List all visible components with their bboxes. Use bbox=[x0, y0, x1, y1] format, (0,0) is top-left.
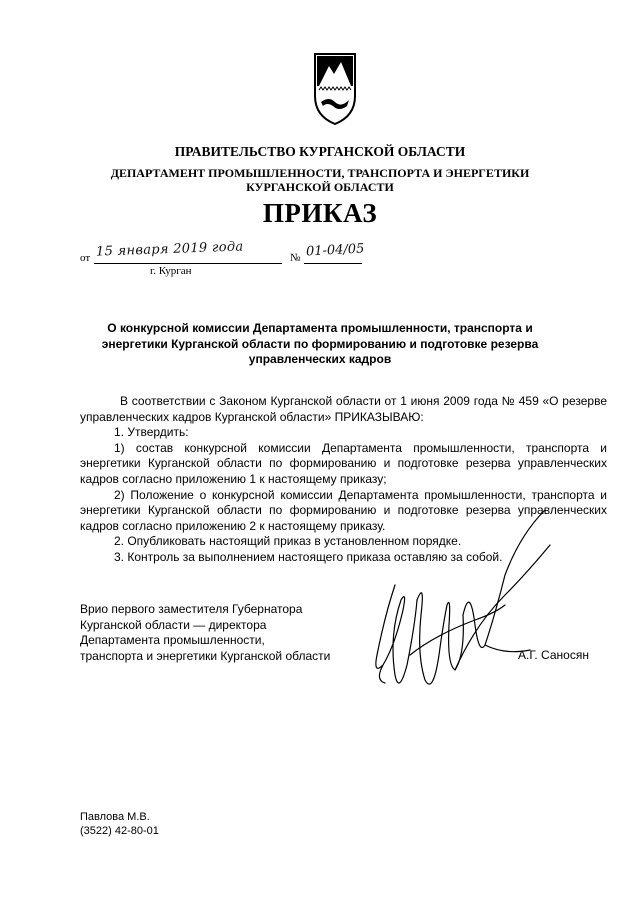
item-1: 1. Утвердить: bbox=[114, 425, 189, 440]
number-prefix-label: № bbox=[290, 252, 301, 264]
executor-info bbox=[80, 810, 159, 838]
handwritten-signature bbox=[355, 505, 565, 720]
date-underline bbox=[94, 263, 282, 264]
date-prefix-label: от bbox=[80, 252, 91, 264]
coat-of-arms-emblem bbox=[313, 52, 357, 126]
item-3: 3. Контроль за выполнением настоящего приказа оставляю за собой. bbox=[114, 549, 503, 564]
document-type-title: ПРИКАЗ bbox=[262, 198, 378, 228]
executor-phone: (3522) 42-80-01 bbox=[80, 825, 159, 837]
item-1-subitem-2: 2) Положение о конкурсной комиссии Департамента промышленности, транспорта и энергетики Курганской области по формированию и подготовке резерва управленческих кадров согласно приложению 2 к настоящему приказу. bbox=[80, 487, 607, 533]
executor-name: Павлова М.В. bbox=[80, 811, 150, 823]
order-subject: О конкурсной комиссии Департамента промышленности, транспорта и энергетики Курганской области по формированию и подготовке резерва управленческих кадров bbox=[101, 321, 539, 366]
government-name: ПРАВИТЕЛЬСТВО КУРГАНСКОЙ ОБЛАСТИ bbox=[174, 144, 466, 159]
signer-position-line2: Курганской области — директора bbox=[80, 617, 267, 632]
order-date-number-row bbox=[80, 239, 400, 282]
signer-position-line4: транспорта и энергетики Курганской области bbox=[80, 648, 331, 663]
department-name-line2: КУРГАНСКОЙ ОБЛАСТИ bbox=[246, 180, 394, 194]
preamble-paragraph: В соответствии с Законом Курганской области от 1 июня 2009 года № 459 «О резерве управленческих кадров Курганской области» ПРИКАЗЫВАЮ: bbox=[80, 394, 607, 424]
signer-position bbox=[80, 602, 330, 664]
city-label: г. Курган bbox=[150, 265, 192, 277]
handwritten-date: 15 января 2019 года bbox=[95, 239, 244, 260]
item-2: 2. Опубликовать настоящий приказ в установленном порядке. bbox=[114, 534, 462, 549]
item-1-subitem-1: 1) состав конкурсной комиссии Департамента промышленности, транспорта и энергетики Курганской области по формированию и подготовке резерва управленческих кадров согласно приложению 1 к настоящему приказу; bbox=[80, 440, 607, 486]
signer-position-line3: Департамента промышленности, bbox=[80, 633, 265, 648]
signer-name: А.Г. Саносян bbox=[518, 648, 589, 662]
handwritten-order-number: 01-04/05 bbox=[305, 241, 365, 260]
number-underline bbox=[304, 263, 362, 264]
signer-position-line1: Врио первого заместителя Губернатора bbox=[80, 602, 303, 616]
department-name-line1: ДЕПАРТАМЕНТ ПРОМЫШЛЕННОСТИ, ТРАНСПОРТА И ЭНЕРГЕТИКИ bbox=[110, 166, 530, 180]
